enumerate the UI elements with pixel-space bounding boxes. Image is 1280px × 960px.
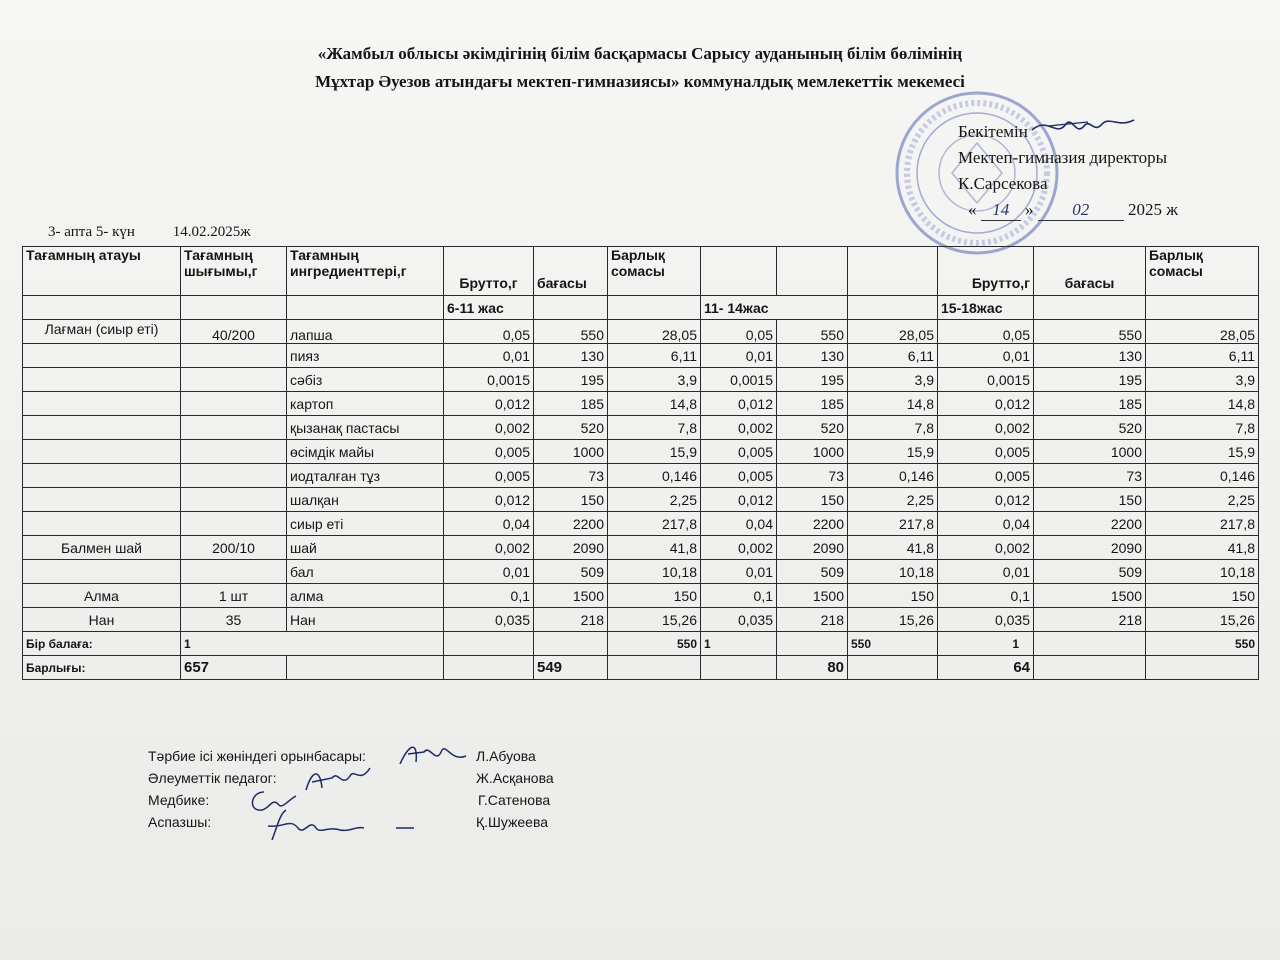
table-cell: 1500 — [534, 584, 608, 608]
table-cell: 509 — [1034, 560, 1146, 584]
table-cell: 2,25 — [608, 488, 701, 512]
table-cell — [181, 416, 287, 440]
table-cell: 1 шт — [181, 584, 287, 608]
table-cell: 150 — [608, 584, 701, 608]
table-cell: 41,8 — [608, 536, 701, 560]
table-cell: 2,25 — [848, 488, 938, 512]
table-cell: пияз — [287, 344, 444, 368]
table-row — [23, 560, 1259, 584]
table-cell: 41,8 — [848, 536, 938, 560]
approval-position: Мектеп-гимназия директоры — [958, 148, 1168, 167]
col-header-brutto-1: Брутто,г — [444, 247, 534, 296]
table-cell: 14,8 — [848, 392, 938, 416]
table-cell: 0,002 — [444, 536, 534, 560]
per-child-count-2: 1 — [701, 632, 777, 656]
director-signature — [1028, 110, 1138, 144]
cook-signature — [260, 806, 420, 846]
table-cell: 0,005 — [701, 440, 777, 464]
table-row — [23, 608, 1259, 632]
table-cell: 0,002 — [701, 536, 777, 560]
table-cell: 0,01 — [444, 560, 534, 584]
table-row — [23, 536, 1259, 560]
table-cell: 6,11 — [848, 344, 938, 368]
approval-title: Бекітемін — [958, 122, 1028, 141]
table-row — [23, 512, 1259, 536]
table-cell: 0,005 — [444, 440, 534, 464]
staff-name: Ж.Асқанова — [476, 770, 554, 786]
table-cell — [23, 560, 181, 584]
table-cell: 28,05 — [608, 320, 701, 344]
table-cell: 0,002 — [938, 416, 1034, 440]
table-cell: 509 — [534, 560, 608, 584]
col-header-yield: Тағамның шығымы,г — [181, 247, 287, 296]
table-cell: 0,005 — [938, 464, 1034, 488]
table-cell: 0,0015 — [938, 368, 1034, 392]
approval-month: 02 — [1038, 200, 1124, 221]
table-cell: шай — [287, 536, 444, 560]
table-cell: 0,04 — [444, 512, 534, 536]
header-line-2: Мұхтар Әуезов атындағы мектеп-гимназиясы» коммуналдық мемлекеттік мекемесі — [315, 72, 965, 91]
table-cell: 218 — [777, 608, 848, 632]
table-cell: 0,005 — [938, 440, 1034, 464]
table-cell: 0,146 — [848, 464, 938, 488]
table-cell: 6,11 — [1146, 344, 1259, 368]
table-cell: 14,8 — [1146, 392, 1259, 416]
col-header-ingredients: Тағамның ингредиенттері,г — [287, 247, 444, 296]
col-header-empty-2 — [777, 247, 848, 296]
table-cell: 218 — [534, 608, 608, 632]
table-cell: 0,002 — [444, 416, 534, 440]
table-cell — [181, 488, 287, 512]
col-header-price-3: бағасы — [1034, 247, 1146, 296]
table-cell: 2200 — [1034, 512, 1146, 536]
table-cell: 15,9 — [848, 440, 938, 464]
table-cell: 10,18 — [848, 560, 938, 584]
table-cell: 0,1 — [444, 584, 534, 608]
table-cell: 7,8 — [608, 416, 701, 440]
total-value-3: 80 — [777, 656, 848, 680]
col-header-empty-1 — [701, 247, 777, 296]
table-row — [23, 440, 1259, 464]
table-cell: 150 — [777, 488, 848, 512]
table-cell: 15,9 — [1146, 440, 1259, 464]
table-cell: Нан — [287, 608, 444, 632]
table-cell: 130 — [1034, 344, 1146, 368]
col-header-sum-3: Барлық сомасы — [1146, 247, 1259, 296]
table-cell: 0,01 — [938, 560, 1034, 584]
table-cell: 185 — [1034, 392, 1146, 416]
per-child-label: Бір балаға: — [23, 632, 181, 656]
table-cell: 28,05 — [1146, 320, 1259, 344]
table-cell — [181, 344, 287, 368]
week-label: 3- апта 5- күн — [48, 224, 135, 240]
table-cell — [23, 488, 181, 512]
table-row — [23, 368, 1259, 392]
table-cell: 185 — [534, 392, 608, 416]
per-child-count-3: 1 — [938, 632, 1034, 656]
age-group-11-14: 11- 14жас — [701, 296, 848, 320]
total-label: Барлығы: — [23, 656, 181, 680]
table-cell: Алма — [23, 584, 181, 608]
col-header-empty-3 — [848, 247, 938, 296]
table-row — [23, 344, 1259, 368]
table-cell: 218 — [1034, 608, 1146, 632]
table-cell — [181, 512, 287, 536]
table-cell: 2090 — [1034, 536, 1146, 560]
per-child-sum-2: 550 — [848, 632, 938, 656]
table-cell: 15,26 — [608, 608, 701, 632]
table-cell: картоп — [287, 392, 444, 416]
table-cell: 0,012 — [701, 392, 777, 416]
table-cell: 0,002 — [701, 416, 777, 440]
table-cell: 195 — [534, 368, 608, 392]
table-cell: 0,012 — [444, 488, 534, 512]
table-cell: сәбіз — [287, 368, 444, 392]
table-cell: иодталған тұз — [287, 464, 444, 488]
table-cell: 0,012 — [938, 392, 1034, 416]
table-cell: 0,0015 — [444, 368, 534, 392]
table-cell: 0,01 — [701, 344, 777, 368]
table-cell: 0,005 — [444, 464, 534, 488]
table-cell — [23, 464, 181, 488]
table-cell: 550 — [534, 320, 608, 344]
table-cell: 150 — [1146, 584, 1259, 608]
deputy-signature — [396, 738, 470, 772]
table-cell: 195 — [777, 368, 848, 392]
staff-role: Аспазшы: — [148, 814, 212, 830]
table-cell: 0,01 — [444, 344, 534, 368]
total-value-4: 64 — [938, 656, 1034, 680]
table-cell: өсімдік майы — [287, 440, 444, 464]
table-row — [23, 416, 1259, 440]
table-cell: 0,05 — [938, 320, 1034, 344]
table-cell — [23, 440, 181, 464]
table-cell: 195 — [1034, 368, 1146, 392]
age-group-6-11: 6-11 жас — [444, 296, 534, 320]
table-row — [23, 488, 1259, 512]
table-cell: 41,8 — [1146, 536, 1259, 560]
table-cell: 0,01 — [938, 344, 1034, 368]
table-cell: 0,05 — [701, 320, 777, 344]
table-cell — [23, 512, 181, 536]
table-cell: 550 — [777, 320, 848, 344]
table-row — [23, 320, 1259, 344]
table-cell: қызанақ пастасы — [287, 416, 444, 440]
table-cell: 0,04 — [701, 512, 777, 536]
table-cell: 1500 — [1034, 584, 1146, 608]
table-row — [23, 464, 1259, 488]
staff-name: Қ.Шужеева — [476, 814, 549, 830]
table-cell: 1000 — [1034, 440, 1146, 464]
table-cell: 3,9 — [608, 368, 701, 392]
table-cell: 130 — [777, 344, 848, 368]
table-cell — [23, 416, 181, 440]
table-cell: 520 — [777, 416, 848, 440]
col-header-price-1: бағасы — [534, 247, 608, 296]
table-cell: 0,05 — [444, 320, 534, 344]
week-line — [48, 224, 285, 241]
total-value-2: 549 — [534, 656, 608, 680]
table-cell: 520 — [1034, 416, 1146, 440]
table-cell — [23, 344, 181, 368]
table-cell — [23, 392, 181, 416]
table-cell: 14,8 — [608, 392, 701, 416]
table-cell: 0,012 — [701, 488, 777, 512]
table-cell: 10,18 — [1146, 560, 1259, 584]
table-row — [23, 584, 1259, 608]
table-cell: 73 — [534, 464, 608, 488]
table-cell: 2,25 — [1146, 488, 1259, 512]
table-cell — [23, 368, 181, 392]
age-group-row — [23, 296, 1259, 320]
per-child-sum-3: 550 — [1146, 632, 1259, 656]
table-cell: 0,035 — [938, 608, 1034, 632]
date-close-quote: » — [1025, 200, 1034, 219]
staff-role: Тәрбие ісі жөніндегі орынбасары: — [148, 748, 366, 764]
table-cell: 0,1 — [701, 584, 777, 608]
table-cell: 35 — [181, 608, 287, 632]
per-child-row — [23, 632, 1259, 656]
staff-name: Л.Абуова — [476, 748, 536, 764]
table-cell: бал — [287, 560, 444, 584]
table-cell: 217,8 — [608, 512, 701, 536]
table-cell: 0,005 — [701, 464, 777, 488]
table-row — [23, 392, 1259, 416]
table-cell: 0,035 — [444, 608, 534, 632]
table-cell: 550 — [1034, 320, 1146, 344]
table-cell: 2090 — [534, 536, 608, 560]
table-cell: 0,012 — [444, 392, 534, 416]
table-cell: 15,26 — [1146, 608, 1259, 632]
table-cell — [181, 368, 287, 392]
approval-date — [968, 200, 1178, 221]
table-cell: 1500 — [777, 584, 848, 608]
table-cell: 2200 — [777, 512, 848, 536]
table-cell: 1000 — [777, 440, 848, 464]
header-line-1: «Жамбыл облысы әкімдігінің білім басқармасы Сарысу ауданының білім бөлімінің — [317, 44, 963, 63]
date-open-quote: « — [968, 200, 977, 219]
staff-role: Медбике: — [148, 792, 210, 808]
table-cell: 2200 — [534, 512, 608, 536]
table-cell: 509 — [777, 560, 848, 584]
table-cell: 130 — [534, 344, 608, 368]
per-child-sum-1: 550 — [608, 632, 701, 656]
table-cell: 73 — [1034, 464, 1146, 488]
table-cell: Нан — [23, 608, 181, 632]
table-cell: 150 — [848, 584, 938, 608]
table-cell: 28,05 — [848, 320, 938, 344]
table-cell: 150 — [1034, 488, 1146, 512]
total-row — [23, 656, 1259, 680]
table-cell: 7,8 — [848, 416, 938, 440]
table-cell: 1000 — [534, 440, 608, 464]
table-cell: 217,8 — [848, 512, 938, 536]
approval-name: К.Сарсекова — [958, 174, 1048, 193]
table-cell: 3,9 — [1146, 368, 1259, 392]
table-cell: 2090 — [777, 536, 848, 560]
col-header-sum-1: Барлық сомасы — [608, 247, 701, 296]
table-cell: 0,012 — [938, 488, 1034, 512]
table-cell — [181, 560, 287, 584]
table-cell: 0,0015 — [701, 368, 777, 392]
table-cell: 200/10 — [181, 536, 287, 560]
table-cell: Лағман (сиыр еті) — [23, 320, 181, 344]
table-cell: 7,8 — [1146, 416, 1259, 440]
table-cell: 0,035 — [701, 608, 777, 632]
table-cell: 520 — [534, 416, 608, 440]
table-cell: 0,146 — [608, 464, 701, 488]
table-cell: 15,9 — [608, 440, 701, 464]
approval-day: 14 — [981, 200, 1021, 221]
table-cell: 0,04 — [938, 512, 1034, 536]
table-cell: шалқан — [287, 488, 444, 512]
table-cell: 0,146 — [1146, 464, 1259, 488]
table-cell: 0,1 — [938, 584, 1034, 608]
table-cell: 40/200 — [181, 320, 287, 344]
table-cell: 10,18 — [608, 560, 701, 584]
table-cell: 3,9 — [848, 368, 938, 392]
header-row — [23, 247, 1259, 296]
table-cell: 217,8 — [1146, 512, 1259, 536]
approval-year: 2025 ж — [1128, 200, 1178, 219]
age-group-15-18: 15-18жас — [938, 296, 1034, 320]
table-cell: алма — [287, 584, 444, 608]
table-cell: 73 — [777, 464, 848, 488]
social-pedagogue-signature — [302, 762, 374, 796]
staff-name: Г.Сатенова — [478, 792, 551, 808]
table-cell: 150 — [534, 488, 608, 512]
table-cell — [181, 392, 287, 416]
table-cell: сиыр еті — [287, 512, 444, 536]
staff-role: Әлеуметтік педагог: — [148, 770, 277, 786]
table-cell: 15,26 — [848, 608, 938, 632]
table-cell — [181, 440, 287, 464]
per-child-count: 1 — [181, 632, 444, 656]
table-cell: 0,002 — [938, 536, 1034, 560]
total-value-1: 657 — [181, 656, 287, 680]
table-cell: 185 — [777, 392, 848, 416]
table-cell: Балмен шай — [23, 536, 181, 560]
col-header-dish: Тағамның атауы — [23, 247, 181, 296]
table-cell: 0,01 — [701, 560, 777, 584]
table-cell: 6,11 — [608, 344, 701, 368]
col-header-brutto-3: Брутто,г — [938, 247, 1034, 296]
table-cell — [181, 464, 287, 488]
table-cell: лапша — [287, 320, 444, 344]
menu-table — [22, 246, 1259, 680]
week-date: 14.02.2025ж — [172, 224, 251, 240]
